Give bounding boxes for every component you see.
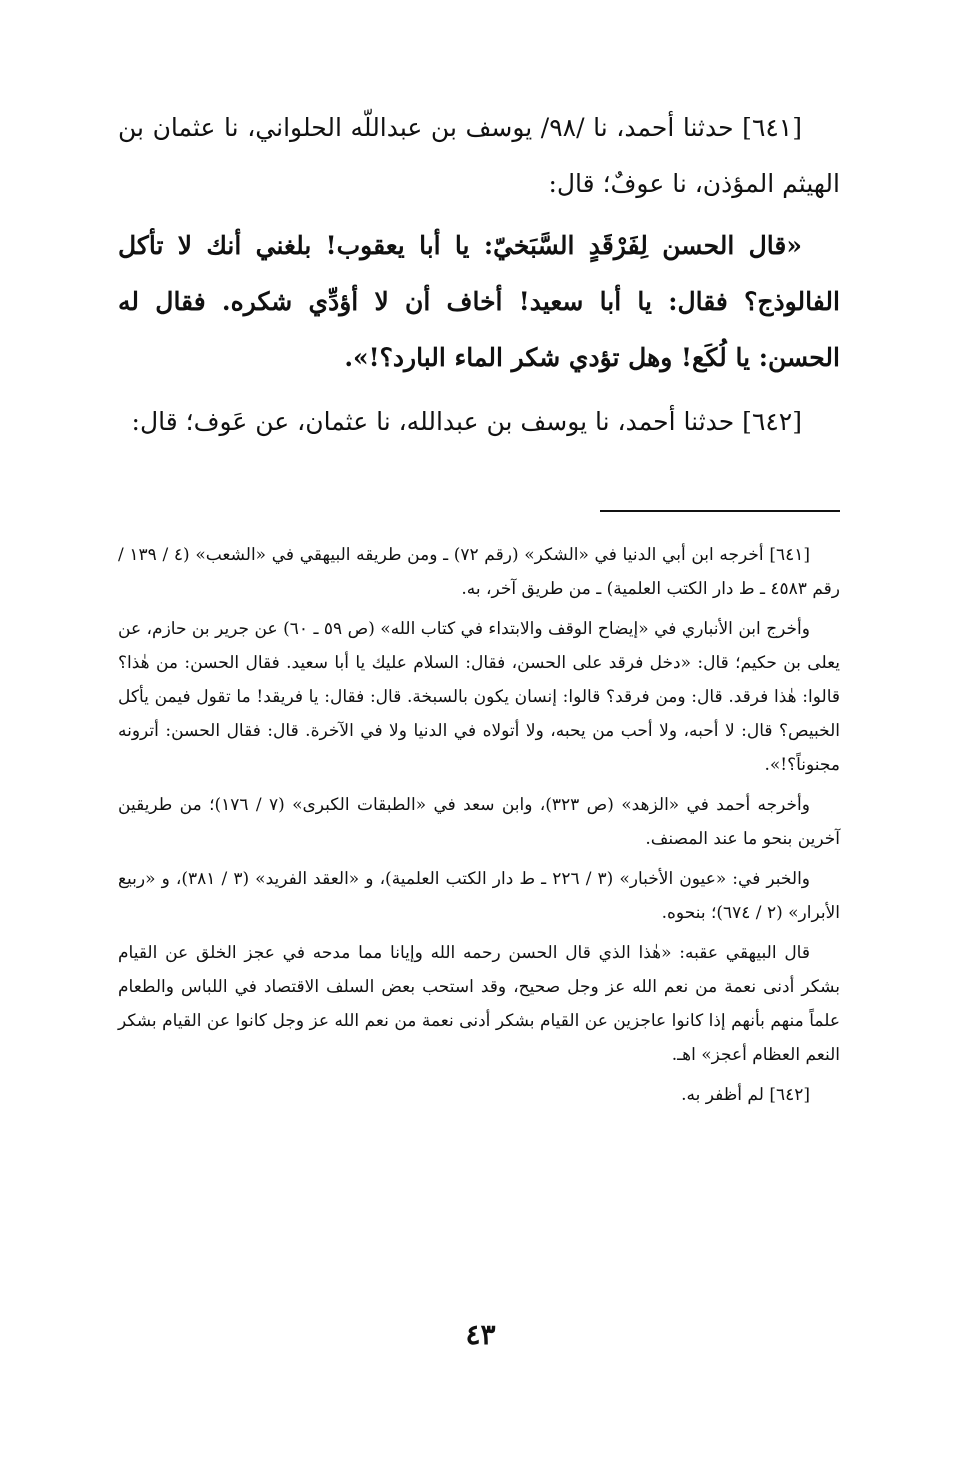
main-text: [118, 100, 840, 450]
footnote-641-khabar: والخبر في: «عيون الأخبار» (٣ / ٢٢٦ ـ ط دار الكتب العلمية)، و «العقد الفريد» (٣ / ٣٨١)، و «ربيع الأبرار» (٢ / ٦٧٤)؛ بنحوه.: [118, 869, 840, 923]
footnote-641-source: [٦٤١] أخرجه ابن أبي الدنيا في «الشكر» (رقم ٧٢) ـ ومن طريقه البيهقي في «الشعب» (٤ / ١٣٩ / رقم ٤٥٨٣ ـ ط دار الكتب العلمية) ـ من طريق آخر، به.: [118, 545, 840, 599]
footnote-641-anbari: وأخرج ابن الأنباري في «إيضاح الوقف والابتداء في كتاب الله» (ص ٥٩ ـ ٦٠) عن جرير بن حازم، عن يعلى بن حكيم؛ قال: «دخل فرقد على الحسن، فقال: السلام عليك يا أبا سعيد. فقال الحسن: من هٰذا؟ قالوا: هٰذا فرقد. قال: ومن فرقد؟ قالوا: إنسان يكون بالسبخة. قال: فقال: يا فريقد! ما تقول فيمن يأكل الخبيص؟ قال: لا أحبه، ولا أحب من يحبه، ولا أتولاه في الدنيا ولا في الآخرة. قال: فقال الحسن: أترونه مجنوناً؟!».: [118, 619, 840, 775]
footnote-642: [٦٤٢] لم أظفر به.: [681, 1085, 810, 1105]
hadith-641-isnad: [٦٤١] حدثنا أحمد، نا /٩٨/ يوسف بن عبداللّه الحلواني، نا عثمان بن الهيثم المؤذن، نا عوفٌ؛ قال:: [118, 113, 840, 198]
hadith-642-isnad: [٦٤٢] حدثنا أحمد، نا يوسف بن عبدالله، نا عثمان، عن عَوف؛ قال:: [131, 407, 802, 436]
footnote-641-ahmad: وأخرجه أحمد في «الزهد» (ص ٣٢٣)، وابن سعد في «الطبقات الكبرى» (٧ / ١٧٦)؛ من طريقين آخرين بنحو ما عند المصنف.: [118, 795, 840, 849]
footnotes: [118, 538, 840, 1118]
book-page: [118, 100, 840, 1105]
hadith-641-text: «قال الحسن لِفَرْقَدٍ السَّبَخيّ: يا أبا يعقوب! بلغني أنك لا تأكل الفالوذج؟ فقال: يا أبا سعيد! أخاف أن لا أؤدِّي شكره. فقال له الحسن: يا لُكَع! وهل تؤدي شكر الماء البارد؟!».: [118, 231, 840, 372]
page-number: ٤٣: [465, 1318, 496, 1351]
footnote-separator: [600, 510, 840, 512]
footnote-641-bayhaqi: قال البيهقي عقبه: «هٰذا الذي قال الحسن رحمه الله وإيانا مما مدحه في عجز الخلق عن القيام بشكر أدنى نعمة من نعم الله عز وجل صحيح، وقد استحب بعض السلف الاقتصاد في اللباس والطعام علماً منهم بأنهم إذا كانوا عاجزين عن القيام بشكر أدنى نعمة من نعم الله عز وجل كانوا عن القيام بشكر النعم العظام أعجز» اهـ.: [118, 943, 840, 1065]
